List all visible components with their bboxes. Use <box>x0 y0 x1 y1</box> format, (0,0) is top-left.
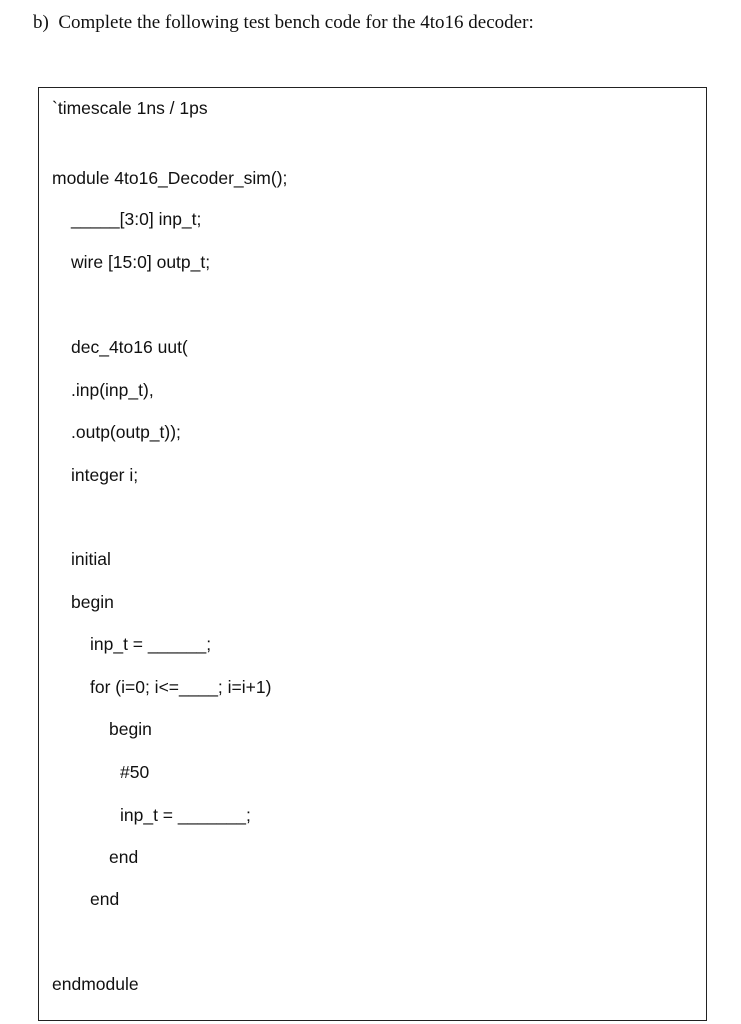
delay-line: #50 <box>120 762 150 782</box>
begin-inner-line: begin <box>109 719 152 739</box>
timescale-line: `timescale 1ns / 1ps <box>52 98 208 118</box>
instance-line: dec_4to16 uut( <box>71 337 188 357</box>
wire-decl-line: wire [15:0] outp_t; <box>71 252 211 272</box>
reg-decl-line: _____[3:0] inp_t; <box>71 209 202 229</box>
initial-line: initial <box>71 549 111 569</box>
end-inner-line: end <box>109 847 139 867</box>
for-loop-line: for (i=0; i<=____; i=i+1) <box>90 677 272 697</box>
loop-assign-line: inp_t = _______; <box>120 805 251 825</box>
endmodule-line: endmodule <box>52 974 139 994</box>
begin-outer-line: begin <box>71 592 114 612</box>
end-outer-line: end <box>90 889 120 909</box>
code-box <box>38 87 707 1021</box>
module-decl-line: module 4to16_Decoder_sim(); <box>52 168 288 188</box>
init-assign-line: inp_t = ______; <box>90 634 212 654</box>
port-inp-line: .inp(inp_t), <box>71 380 154 400</box>
port-outp-line: .outp(outp_t)); <box>71 422 181 442</box>
integer-decl-line: integer i; <box>71 465 139 485</box>
question-text: b) Complete the following test bench code for the 4to16 decoder: <box>33 12 534 33</box>
